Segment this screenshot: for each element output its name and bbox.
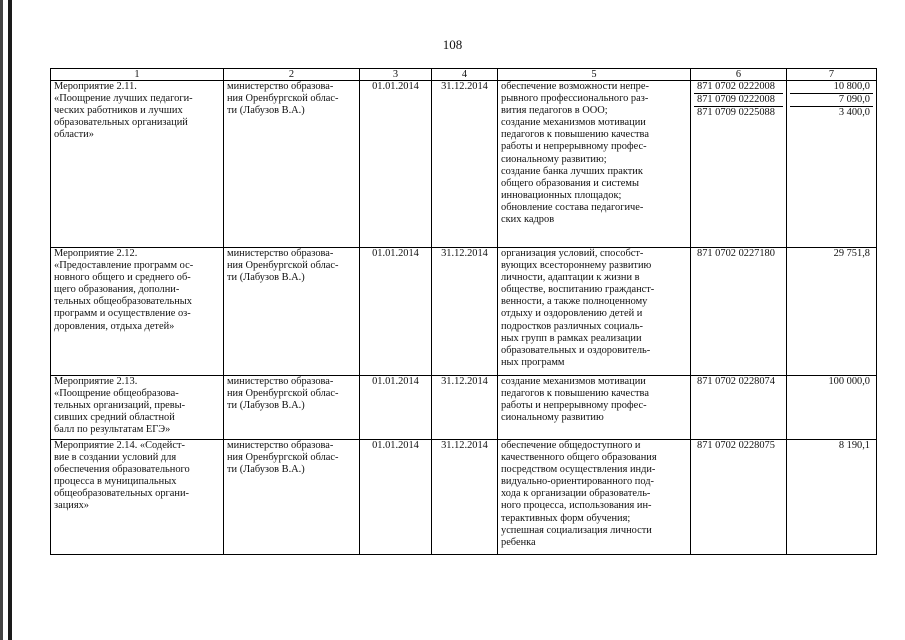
executor-cell: министерство образова- ния Оренбургской облас- ти (Лабузов В.А.) [224, 376, 360, 440]
activity-cell: Мероприятие 2.12. «Предоставление программ ос- новного общего и среднего об- щего образования, дополни- тельных общеобразовательных программ и осуществление оз- доровления, отдыха детей» [51, 248, 224, 376]
table-row [51, 248, 877, 376]
executor-cell: министерство образова- ния Оренбургской облас- ти (Лабузов В.А.) [224, 81, 360, 248]
start-date-cell: 01.01.2014 [360, 81, 432, 248]
start-date-cell: 01.01.2014 [360, 440, 432, 555]
start-date-cell: 01.01.2014 [360, 248, 432, 376]
activity-cell: Мероприятие 2.13. «Поощрение общеобразова- тельных организаций, превы- сивших средний областной балл по результатам ЕГЭ» [51, 376, 224, 440]
end-date-cell: 31.12.2014 [432, 376, 498, 440]
column-header: 2 [224, 69, 360, 81]
page-number: 108 [442, 37, 463, 52]
column-header: 3 [360, 69, 432, 81]
budget-code: 871 0702 0228075 [697, 440, 775, 451]
end-date-cell: 31.12.2014 [432, 248, 498, 376]
budget-code: 871 0702 0228074 [697, 376, 775, 387]
budget-code: 871 0709 0222008 [694, 94, 783, 107]
executor-cell: министерство образова- ния Оренбургской облас- ти (Лабузов В.А.) [224, 248, 360, 376]
column-header: 7 [787, 69, 877, 81]
amount-value: 7 090,0 [790, 94, 873, 107]
column-header: 4 [432, 69, 498, 81]
activity-cell: Мероприятие 2.14. «Содейст- вие в создании условий для обеспечения образовательного процесса в муниципальных общеобразовательных органи- зациях» [51, 440, 224, 555]
header-row [51, 69, 877, 81]
result-cell: организация условий, способст- вующих всестороннему развитию личности, адаптации к жизни в обществе, воспитанию гражданст- венности, а также полноценному отдыху и оздоровлению детей и подростков различных социаль- ных групп в рамках реализации образовательных и оздоровитель- ных программ [498, 248, 691, 376]
amount-cell [787, 440, 877, 555]
result-cell: обеспечение возможности непре- рывного профессионального раз- вития педагогов в ООО; создание механизмов мотивации педагогов к повышению качества работы и непрерывному профес- сиональному развитию; создание банка лучших практик общего образования и системы инновационных площадок; обновление состава педагогиче- ских кадров [498, 81, 691, 248]
column-header: 6 [691, 69, 787, 81]
amount-value: 3 400,0 [838, 107, 870, 118]
amount-cell [787, 376, 877, 440]
budget-code-cell [691, 248, 787, 376]
budget-code-cell [691, 81, 787, 248]
amount-cell [787, 248, 877, 376]
scan-shadow [0, 0, 3, 640]
start-date-cell: 01.01.2014 [360, 376, 432, 440]
program-table [50, 68, 877, 555]
scan-edge [8, 0, 12, 640]
result-cell: обеспечение общедоступного и качественного общего образования посредством осуществления инди- видуально-ориентированного под- хода к организации образователь- ного процесса, использования ин- терактивных форм обучения; успешная социализация личности ребенка [498, 440, 691, 555]
column-header: 1 [51, 69, 224, 81]
budget-code: 871 0702 0222008 [694, 81, 783, 94]
budget-code: 871 0709 0225088 [697, 107, 775, 118]
end-date-cell: 31.12.2014 [432, 81, 498, 248]
amount-cell [787, 81, 877, 248]
result-cell: создание механизмов мотивации педагогов к повышению качества работы и непрерывному профес- сиональному развитию [498, 376, 691, 440]
activity-cell: Мероприятие 2.11. «Поощрение лучших педагоги- ческих работников и лучших образовательных организаций области» [51, 81, 224, 248]
column-header: 5 [498, 69, 691, 81]
budget-code: 871 0702 0227180 [697, 248, 775, 259]
table-row [51, 81, 877, 248]
amount-value: 8 190,1 [838, 440, 870, 451]
budget-code-cell [691, 440, 787, 555]
table-row [51, 440, 877, 555]
amount-value: 100 000,0 [828, 376, 870, 387]
amount-value: 10 800,0 [790, 81, 873, 94]
end-date-cell: 31.12.2014 [432, 440, 498, 555]
amount-value: 29 751,8 [833, 248, 870, 259]
executor-cell: министерство образова- ния Оренбургской облас- ти (Лабузов В.А.) [224, 440, 360, 555]
budget-code-cell [691, 376, 787, 440]
table-row [51, 376, 877, 440]
